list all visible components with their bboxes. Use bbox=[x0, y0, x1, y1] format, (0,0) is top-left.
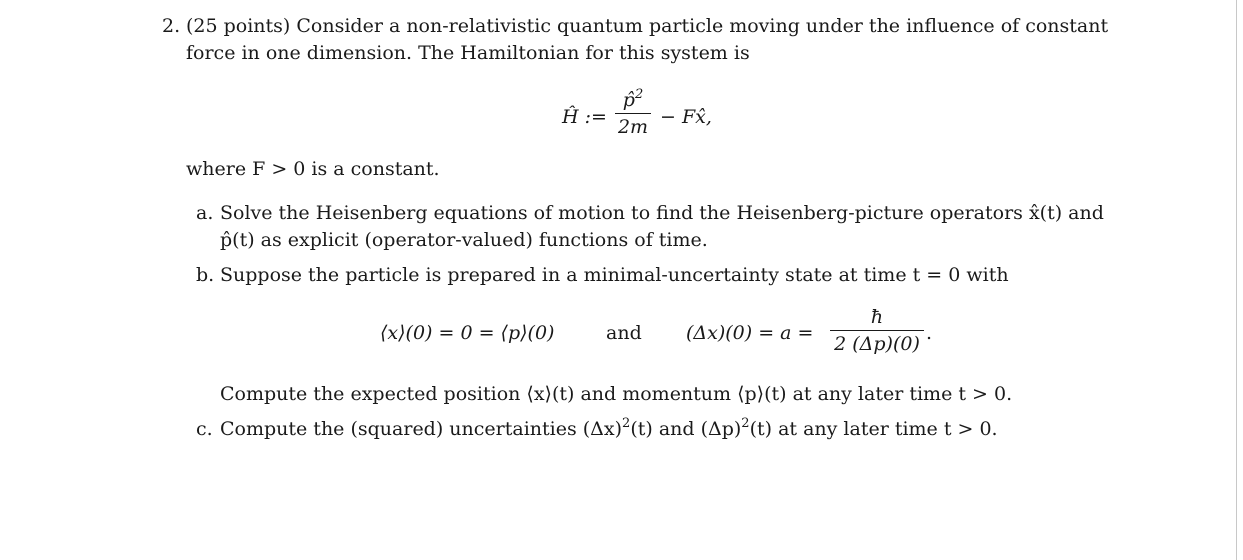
part-c-label: c. bbox=[196, 418, 213, 440]
problem-statement-line-2: force in one dimension. The Hamiltonian for this system is bbox=[186, 42, 750, 64]
uncertainty-fraction bbox=[830, 306, 924, 355]
part-c-text: Compute the (squared) uncertainties $(\Delta x)^2(t)$ and $(\Delta p)^2(t)$ at any later time t > 0. bbox=[220, 416, 998, 440]
part-b-line-1: Suppose the particle is prepared in a minimal-uncertainty state at time t = 0 with bbox=[220, 264, 1009, 286]
fraction-bar bbox=[615, 113, 651, 114]
problem-number: 2. bbox=[162, 15, 181, 37]
part-a-label: a. bbox=[196, 202, 214, 224]
hamiltonian-lhs: Ĥ := bbox=[562, 106, 607, 128]
part-b-label: b. bbox=[196, 264, 215, 286]
hamiltonian-numerator: p̂$^2$ bbox=[622, 87, 644, 111]
fraction-bar bbox=[830, 330, 924, 331]
page-edge-divider bbox=[1236, 0, 1237, 560]
constant-condition: where F > 0 is a constant. bbox=[186, 158, 440, 180]
equation-and: and bbox=[606, 322, 642, 344]
part-b-line-2: Compute the expected position ⟨x⟩(t) and momentum ⟨p⟩(t) at any later time t > 0. bbox=[220, 383, 1013, 405]
problem-statement-line-1: (25 points) Consider a non-relativistic quantum particle moving under the influence of constant bbox=[186, 15, 1109, 37]
initial-uncertainty-equation: (Δx)(0) = a = bbox=[686, 322, 814, 344]
part-a-line-2: p̂(t) as explicit (operator-valued) functions of time. bbox=[220, 229, 708, 251]
equation-period: . bbox=[926, 322, 933, 344]
initial-expectation-equation: ⟨x⟩(0) = 0 = ⟨p⟩(0) bbox=[380, 322, 555, 344]
part-a-line-1: Solve the Heisenberg equations of motion to find the Heisenberg-picture operators x̂(t) and bbox=[220, 202, 1104, 224]
hamiltonian-denominator: 2m bbox=[617, 116, 649, 138]
hamiltonian-tail: − Fx̂, bbox=[660, 106, 712, 128]
uncertainty-denominator: 2 (Δp)(0) bbox=[834, 333, 920, 355]
uncertainty-numerator: ħ bbox=[870, 306, 884, 328]
hamiltonian-fraction bbox=[615, 89, 651, 138]
